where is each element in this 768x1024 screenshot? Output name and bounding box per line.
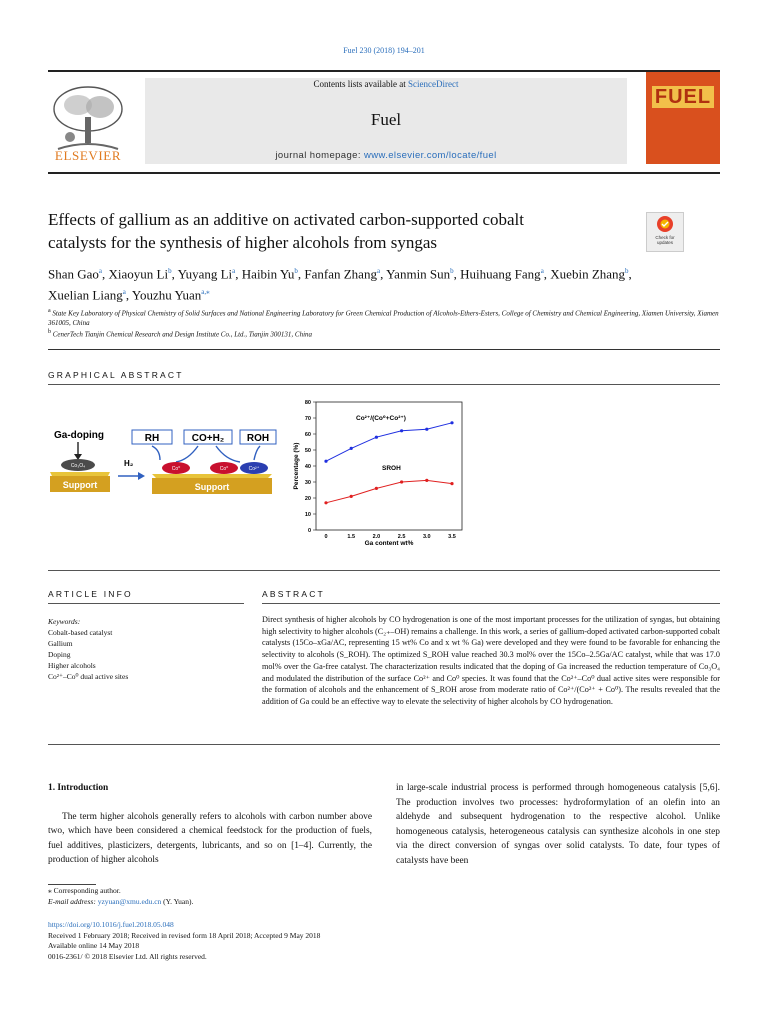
y-tick-label: 0 (307, 528, 311, 534)
series-point-1 (324, 501, 327, 504)
h2-arrow-head (138, 472, 145, 480)
author-affiliation-mark[interactable]: a (376, 267, 381, 275)
y-tick-label: 70 (304, 416, 311, 422)
author-name[interactable]: Youzhu Yuan (131, 287, 202, 303)
keyword-item: Co²⁺–Co⁰ dual active sites (48, 672, 129, 681)
y-tick-label: 60 (304, 432, 311, 438)
series-point-0 (400, 429, 403, 432)
email-label: E-mail address: (48, 896, 98, 906)
author-name[interactable]: Xiaoyun Li (108, 266, 169, 282)
homepage-link[interactable]: www.elsevier.com/locate/fuel (363, 150, 497, 161)
affiliation-b-text: CenerTech Tianjin Chemical Research and Design Institute Co., Ltd., Tianjin 300131, China (52, 330, 313, 339)
journal-homepage (145, 150, 627, 161)
footnote-rule (48, 884, 96, 885)
email-suffix: (Y. Yuan). (161, 896, 194, 906)
author-name[interactable]: Xuebin Zhang (550, 266, 626, 282)
header-bottom-rule (48, 172, 720, 174)
x-tick-label: 0 (324, 534, 328, 540)
author-name[interactable]: Yanmin Sun (386, 266, 451, 282)
support-left-label: Support (62, 480, 98, 490)
intro-paragraph-1: The term higher alcohols generally refers to alcohols with carbon number above two, which have been considered a chemical feedstock for the production of fuels, fuel additives, plasticizers, detergents, lubricants, and so on [1–4]. Currently, the production of higher alcohols (48, 811, 372, 866)
check-for-updates-button[interactable] (646, 212, 684, 252)
author-affiliation-mark[interactable]: a (122, 288, 126, 297)
chart-series (324, 421, 453, 504)
affiliation-a-text: State Key Laboratory of Physical Chemistry of Solid Surfaces and National Engineering Laboratory for Green Chemical Production of Alcohols-Ethers-Esters, College of Chemistry and Chemical Engineering, Xiamen University, Xiamen 361005, China (48, 309, 719, 328)
author-list: Shan Gao$^a$, Xiaoyun Li$^b$, Yuyang Li$^a$, Haibin Yu$^b$, Fanfan Zhang$^a$, Yanmin Sun$^b$, Huihuang Fang$^a$, Xuebin Zhang$^b$, Xuelian Liang$^a$, Youzhu Yuan$^{a,⁎}$ (48, 266, 632, 303)
series-point-0 (375, 436, 378, 439)
article-info-heading: ARTICLE INFO (48, 589, 133, 599)
co-h2-label: CO+H₂ (191, 433, 225, 444)
series-point-1 (350, 495, 353, 498)
footnote (48, 886, 372, 907)
contents-line (145, 79, 627, 89)
series-line-1 (326, 480, 452, 502)
co0-site-1-label: Co⁰ (171, 466, 181, 472)
sciencedirect-link[interactable]: ScienceDirect (408, 79, 459, 89)
author-name[interactable]: Fanfan Zhang (304, 266, 377, 282)
graphical-abstract-figure (48, 392, 488, 552)
journal-name: Fuel (370, 110, 402, 129)
arrow-to-site-2 (216, 446, 240, 462)
affiliation-a-label: a (48, 308, 51, 314)
graphical-abstract-bottom-rule (48, 570, 720, 571)
co2-site-label: Co²⁺ (248, 466, 260, 472)
chart-series-label-sroh: SROH (382, 465, 401, 472)
graphical-abstract-rule (48, 384, 720, 385)
affiliation-rule (48, 349, 720, 350)
title-line-2: catalysts for the synthesis of higher alcohols from syngas (48, 233, 438, 252)
journal-cover-thumbnail[interactable] (646, 72, 720, 164)
ga-content-chart (293, 400, 462, 547)
series-line-0 (326, 423, 452, 461)
keywords-label: Keywords: (48, 617, 81, 626)
keyword-item: Higher alcohols (48, 661, 96, 670)
corresponding-author: ⁎ Corresponding author. (48, 886, 121, 895)
email-link[interactable]: yzyuan@xmu.edu.cn (97, 896, 162, 906)
series-point-1 (375, 487, 378, 490)
series-point-0 (350, 447, 353, 450)
author-affiliation-mark[interactable]: b (294, 267, 298, 275)
keywords-block (48, 616, 248, 682)
x-tick-label: 3.5 (448, 534, 456, 540)
affiliation-b (48, 327, 720, 339)
keyword-item: Cobalt-based catalyst (48, 628, 113, 637)
author-affiliation-mark[interactable]: a,⁎ (201, 288, 210, 297)
intro-column-1 (48, 781, 372, 868)
affiliation-a (48, 306, 720, 328)
title-line-1: Effects of gallium as an additive on activated carbon-supported cobalt (48, 210, 524, 229)
article-info-rule (48, 603, 244, 604)
y-tick-label: 50 (304, 448, 311, 454)
abstract-rule (262, 603, 720, 604)
received-dates: Received 1 February 2018; Received in revised form 18 April 2018; Accepted 9 May 2018 (48, 930, 321, 940)
homepage-label: journal homepage: (275, 150, 364, 161)
author-name[interactable]: Shan Gao (48, 266, 99, 282)
affiliation-b-label: b (48, 329, 51, 335)
publication-info (48, 920, 448, 962)
author-name[interactable]: Huihuang Fang (460, 266, 541, 282)
y-tick-label: 10 (304, 512, 311, 518)
y-tick-label: 30 (304, 480, 311, 486)
x-tick-label: 2.0 (372, 534, 381, 540)
chart-series-label-co-ratio: Co²⁺/(Co⁰+Co²⁺) (356, 415, 406, 422)
intro-heading: 1. Introduction (48, 783, 109, 793)
support-top-left (50, 472, 110, 476)
h2-label: H₂ (124, 459, 134, 468)
y-tick-label: 40 (304, 464, 311, 470)
series-point-1 (425, 479, 428, 482)
author-name[interactable]: Haibin Yu (241, 266, 295, 282)
author-affiliation-mark[interactable]: b (625, 267, 629, 275)
arrow-from-site-rh (152, 446, 160, 460)
series-point-0 (324, 460, 327, 463)
support-top-right (152, 474, 272, 478)
chart-y-axis-label: Percentage (%) (293, 442, 300, 490)
abstract-bottom-rule (48, 744, 720, 745)
copyright: 0016-2361/ © 2018 Elsevier Ltd. All rights reserved. (48, 951, 207, 961)
keyword-item: Doping (48, 650, 71, 659)
co3o4-label: Co₃O₄ (70, 463, 86, 469)
series-point-0 (450, 421, 453, 424)
header-top-rule (48, 70, 720, 72)
author-affiliation-mark[interactable]: b (450, 267, 454, 275)
author-affiliation-mark[interactable]: b (168, 267, 172, 275)
chart-x-axis-label: Ga content wt% (364, 540, 414, 547)
intro-column-2: in large-scale industrial process is performed through homogeneous catalysis [5,6]. The production involves two processes: hydroformylation of an olefin into an aldehyde and subsequent hydrogenation to the respective alcohol. Unlike homogeneous catalysis, heterogeneous catalysis can synthesize alcohols in one step via the direct conversion of syngas over solid catalysts. To date, four types of catalysts have been (396, 783, 720, 866)
author-name[interactable]: Xuelian Liang (48, 287, 123, 303)
doi-link[interactable]: https://doi.org/10.1016/j.fuel.2018.05.048 (48, 920, 174, 929)
rh-label: RH (144, 433, 160, 444)
check-updates-label: Check for updates (655, 235, 675, 245)
available-online: Available online 14 May 2018 (48, 941, 140, 950)
ga-doping-label: Ga-doping (54, 430, 104, 441)
series-point-1 (450, 482, 453, 485)
abstract-heading: ABSTRACT (262, 589, 325, 599)
support-right-label: Support (194, 482, 230, 492)
x-tick-label: 2.5 (397, 534, 406, 540)
author-name[interactable]: Yuyang Li (177, 266, 233, 282)
y-tick-label: 20 (304, 496, 311, 502)
article-title (48, 208, 628, 254)
abstract-text: Direct synthesis of higher alcohols by CO hydrogenation is one of the most important processes for the utilization of syngas, but obtaining high selectivity to higher alcohols (C₂₊–OH) remains a challenge. In this work, a series of gallium-doped activated carbon-supported cobalt catalysts (15Co–xGa/AC, representing 15 wt% Co and x wt % Ga) were developed and they were found to be favorable for enhancing the selectivity to alcohols (S_ROH). The optimized S_ROH value reached 30.3 mol% over the 15Co–2.5Ga/AC catalyst, while that was 17.0 mol% over the Ga-free catalyst. The characterization results indicated that the doping of Ga increased the reduction temperature of Co₃O₄ and modulated the distribution of the surface Co²⁺ and Co⁰ species. It was found that the Co²⁺–Co⁰ dual active sites were responsible for the formation of alcohols and the enhancement of S_ROH arose from moderate ratio of Co²⁺/(Co²⁺ + Co⁰). The results revealed that the addition of Ga could be an effective way to elevate the selectivity of higher alcohols by CO hydrogenation. (262, 615, 720, 706)
series-point-1 (400, 480, 403, 483)
author-affiliation-mark[interactable]: a (232, 267, 236, 275)
elsevier-wordmark: ELSEVIER (54, 148, 122, 163)
cover-title: FUEL (652, 86, 714, 108)
arrow-to-site-1 (176, 446, 198, 462)
x-tick-label: 3.0 (422, 534, 431, 540)
keyword-item: Gallium (48, 639, 73, 648)
check-updates-icon (647, 213, 683, 235)
arrow-from-site-roh (254, 446, 260, 460)
x-tick-label: 1.5 (347, 534, 356, 540)
roh-label: ROH (246, 433, 270, 444)
author-affiliation-mark[interactable]: a (98, 267, 103, 275)
contents-prefix: Contents lists available at (313, 79, 408, 89)
graphical-abstract-heading: GRAPHICAL ABSTRACT (48, 370, 184, 380)
journal-citation[interactable]: Fuel 230 (2018) 194–201 (343, 46, 425, 55)
y-tick-label: 80 (304, 400, 311, 406)
co0-site-2-label: Co⁰ (219, 466, 229, 472)
author-affiliation-mark[interactable]: a (540, 267, 544, 275)
series-point-0 (425, 428, 428, 431)
